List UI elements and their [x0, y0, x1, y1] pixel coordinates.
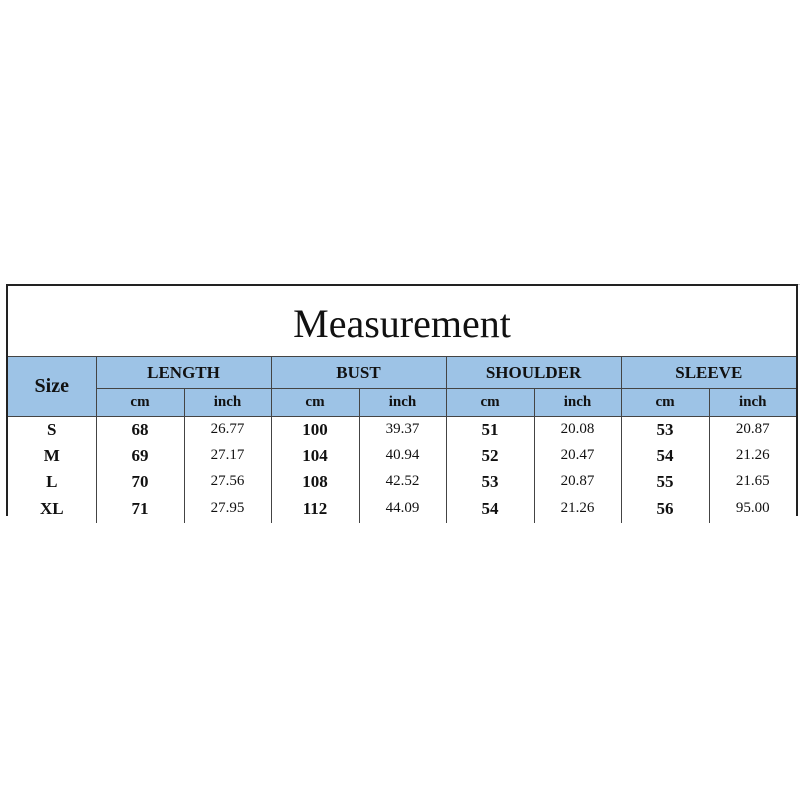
length-cm-cell: 71 [96, 495, 184, 523]
length-inch-cell: 27.95 [184, 495, 271, 523]
unit-header-inch: inch [359, 389, 446, 417]
shoulder-inch-cell: 21.26 [534, 495, 621, 523]
measurement-table [8, 356, 796, 523]
shoulder-cm-cell: 54 [446, 495, 534, 523]
shoulder-inch-cell: 20.47 [534, 443, 621, 469]
shoulder-cm-cell: 52 [446, 443, 534, 469]
bust-inch-cell: 40.94 [359, 443, 446, 469]
table-row [8, 495, 796, 523]
size-cell: M [8, 443, 96, 469]
shoulder-inch-cell: 20.87 [534, 469, 621, 495]
sleeve-header: SLEEVE [621, 357, 796, 389]
shoulder-cm-cell: 51 [446, 417, 534, 443]
bust-header: BUST [271, 357, 446, 389]
unit-header-inch: inch [534, 389, 621, 417]
sleeve-inch-cell: 95.00 [735, 500, 770, 516]
length-inch-cell: 26.77 [184, 417, 271, 443]
size-chart [6, 284, 798, 516]
length-inch-cell: 27.17 [184, 443, 271, 469]
sleeve-cm-cell: 55 [621, 469, 709, 495]
size-cell: S [8, 417, 96, 443]
unit-header-row [8, 389, 796, 417]
group-header-row [8, 357, 796, 389]
sleeve-inch-cell: 21.65 [735, 473, 770, 489]
table-row [8, 443, 796, 469]
bust-cm-cell: 108 [271, 469, 359, 495]
length-cm-cell: 69 [96, 443, 184, 469]
length-cm-cell: 68 [96, 417, 184, 443]
length-cm-cell: 70 [96, 469, 184, 495]
sleeve-inch-cell: 20.87 [735, 421, 770, 438]
bust-cm-cell: 112 [271, 495, 359, 523]
unit-header-cm: cm [621, 389, 709, 417]
bust-inch-cell: 44.09 [359, 495, 446, 523]
sleeve-cm-cell: 56 [621, 495, 709, 523]
shoulder-cm-cell: 53 [446, 469, 534, 495]
bust-inch-cell: 42.52 [359, 469, 446, 495]
unit-header-cm: cm [271, 389, 359, 417]
size-column-header: Size [8, 357, 96, 417]
shoulder-header: SHOULDER [446, 357, 621, 389]
unit-header-inch: inch [709, 389, 796, 417]
bust-cm-cell: 104 [271, 443, 359, 469]
table-row [8, 469, 796, 495]
sleeve-inch-cell: 21.26 [735, 447, 770, 463]
sleeve-cm-cell: 54 [621, 443, 709, 469]
shoulder-inch-cell: 20.08 [534, 417, 621, 443]
length-header: LENGTH [96, 357, 271, 389]
size-cell: XL [8, 495, 96, 523]
chart-title: Measurement [293, 301, 511, 346]
table-row [8, 417, 796, 443]
length-inch-cell: 27.56 [184, 469, 271, 495]
bust-cm-cell: 100 [271, 417, 359, 443]
unit-header-cm: cm [96, 389, 184, 417]
unit-header-inch: inch [184, 389, 271, 417]
unit-header-cm: cm [446, 389, 534, 417]
size-cell: L [8, 469, 96, 495]
sleeve-cm-cell: 53 [621, 417, 709, 443]
bust-inch-cell: 39.37 [359, 417, 446, 443]
